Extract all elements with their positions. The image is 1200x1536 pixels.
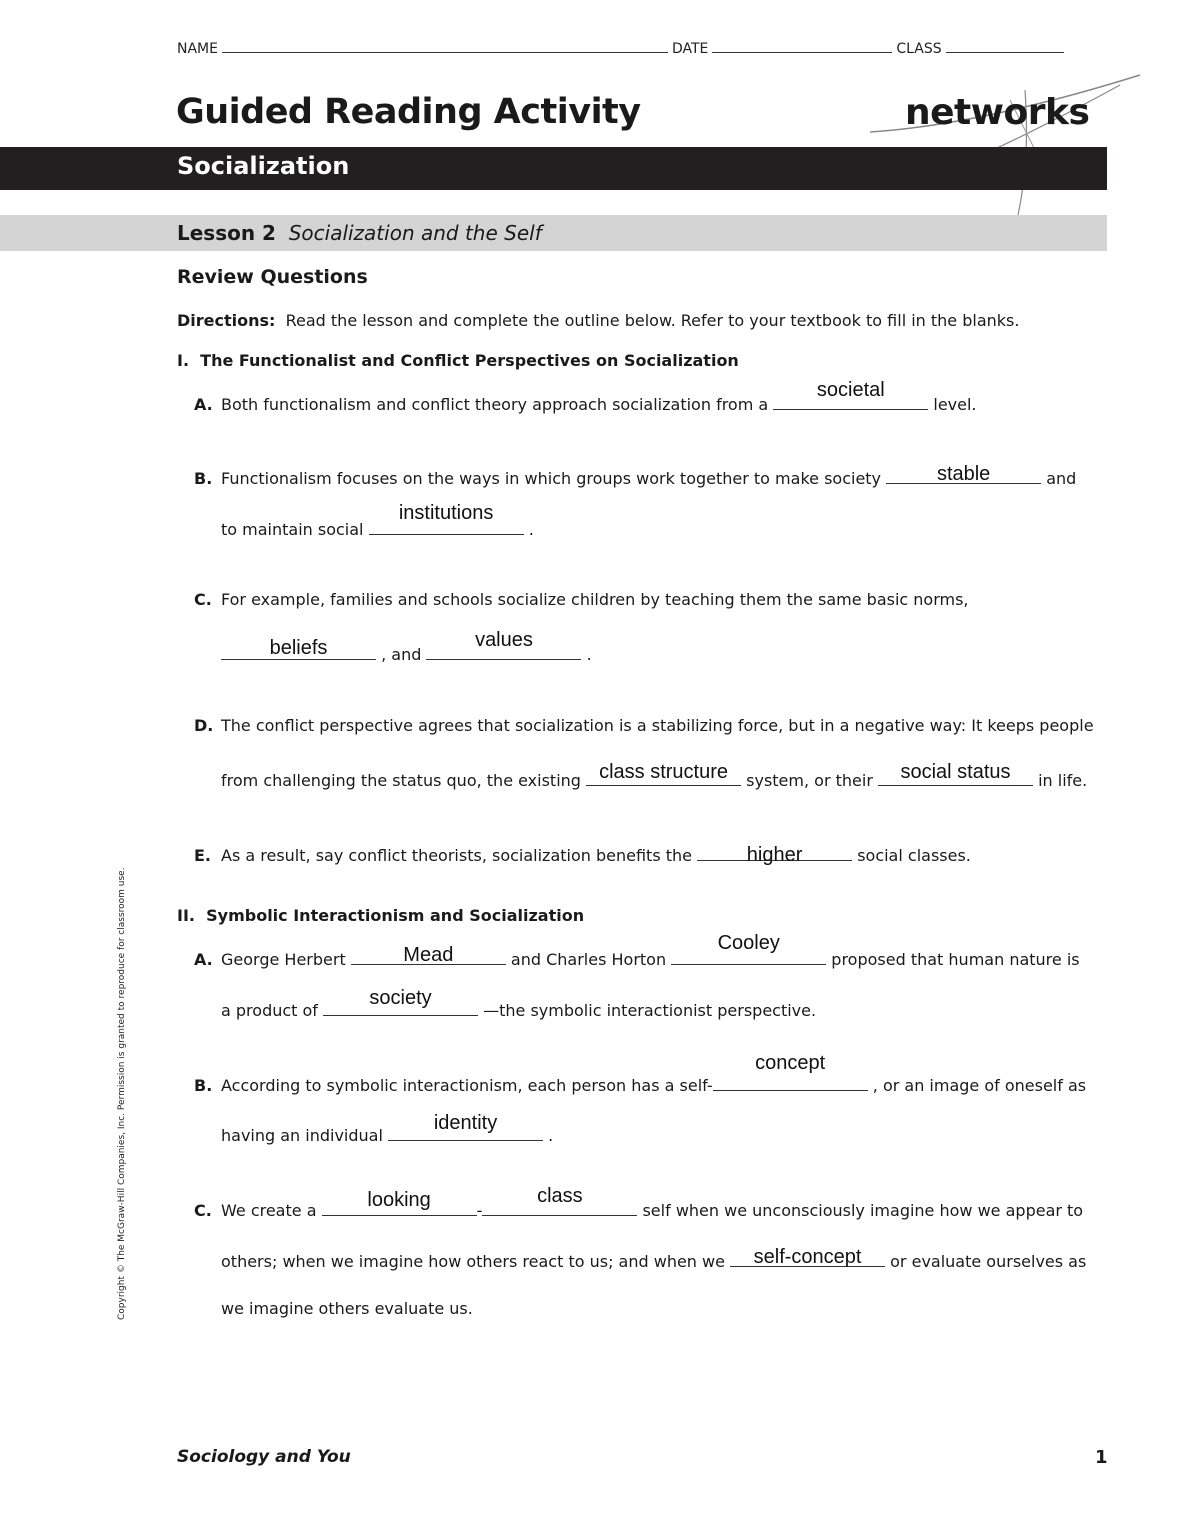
question-text: We create a	[221, 1201, 317, 1220]
unit-title: Socialization	[177, 152, 350, 180]
question-text: in life.	[1038, 771, 1088, 790]
item-label: A.	[194, 395, 213, 414]
lesson-subtitle: Socialization and the Self	[288, 221, 542, 245]
section-heading-2	[177, 906, 584, 925]
answer-text: stable	[936, 463, 991, 485]
question-1d-cont	[221, 761, 1088, 790]
answer-blank[interactable]	[369, 502, 524, 535]
question-text: According to symbolic interactionism, each person has a self-	[221, 1076, 713, 1095]
lesson-label: Lesson 2	[177, 221, 276, 245]
item-label: A.	[194, 950, 213, 969]
item-label: E.	[194, 846, 212, 865]
question-2a-cont	[221, 987, 817, 1020]
section-title: The Functionalist and Conflict Perspectives on Socialization	[200, 351, 739, 370]
answer-blank[interactable]	[323, 987, 478, 1016]
question-text: a product of	[221, 1001, 318, 1020]
item-label: B.	[194, 1076, 213, 1095]
question-text: As a result, say conflict theorists, socialization benefits the	[221, 846, 692, 865]
answer-text: societal	[816, 379, 885, 401]
answer-blank[interactable]	[221, 637, 376, 660]
copyright-notice: Copyright © The McGraw-Hill Companies, Inc. Permission is granted to reproduce for classroom use.	[117, 867, 127, 1320]
question-text: .	[528, 520, 534, 539]
item-label: C.	[194, 590, 212, 609]
answer-text: class	[537, 1185, 583, 1207]
question-text: —the symbolic interactionist perspective.	[483, 1001, 817, 1020]
question-text: George Herbert	[221, 950, 346, 969]
name-label: NAME	[177, 41, 218, 57]
question-text: social classes.	[857, 846, 971, 865]
question-2b	[194, 1052, 1087, 1095]
name-field[interactable]	[222, 40, 668, 53]
section-heading-1	[177, 351, 739, 370]
answer-blank[interactable]	[426, 629, 581, 660]
answer-text: looking	[367, 1189, 431, 1211]
question-text: The conflict perspective agrees that socialization is a stabilizing force, but in a negative way: It keeps people	[221, 716, 1094, 735]
question-text: or evaluate ourselves as	[890, 1252, 1087, 1271]
question-text: others; when we imagine how others react to us; and when we	[221, 1252, 725, 1271]
question-2c-cont-2	[221, 1299, 473, 1318]
question-text: to maintain social	[221, 520, 364, 539]
question-text: proposed that human nature is	[831, 950, 1080, 969]
date-field[interactable]	[712, 40, 892, 53]
question-text: , and	[381, 645, 422, 664]
answer-text: social status	[900, 761, 1011, 783]
class-field[interactable]	[946, 40, 1064, 53]
question-text: and	[1046, 469, 1077, 488]
directions-text: Read the lesson and complete the outline below. Refer to your textbook to fill in the blanks.	[285, 311, 1020, 330]
item-label: D.	[194, 716, 214, 735]
answer-text: beliefs	[269, 637, 328, 659]
question-1b-cont	[221, 502, 534, 539]
question-text: For example, families and schools socialize children by teaching them the same basic norms,	[221, 590, 969, 609]
unit-banner	[0, 147, 1107, 190]
answer-text: society	[369, 987, 432, 1009]
answer-blank[interactable]	[878, 761, 1033, 786]
page-number: 1	[1095, 1447, 1108, 1468]
class-label: CLASS	[896, 41, 942, 57]
question-1e	[194, 842, 971, 865]
question-1b	[194, 465, 1076, 488]
answer-text: values	[475, 629, 533, 651]
page-title: Guided Reading Activity	[176, 92, 641, 132]
directions	[177, 311, 1019, 330]
networks-logo: networks	[905, 92, 1090, 133]
date-label: DATE	[671, 41, 709, 57]
question-1d	[194, 716, 1094, 735]
question-text: Both functionalism and conflict theory approach socialization from a	[221, 395, 769, 414]
question-text: having an individual	[221, 1126, 383, 1145]
answer-blank[interactable]	[697, 842, 852, 866]
lesson-banner	[0, 215, 1107, 251]
question-2c	[194, 1185, 1084, 1220]
question-1a	[194, 379, 977, 414]
answer-text: higher	[746, 844, 803, 866]
hyphen: -	[476, 1201, 483, 1220]
answer-text: institutions	[398, 502, 494, 524]
answer-text: identity	[433, 1112, 498, 1134]
answer-blank[interactable]	[671, 932, 826, 965]
question-text: .	[586, 645, 592, 664]
answer-text: Cooley	[717, 932, 780, 954]
answer-blank[interactable]	[351, 946, 506, 965]
question-text: Functionalism focuses on the ways in which groups work together to make society	[221, 469, 882, 488]
item-label: C.	[194, 1201, 212, 1220]
question-text: we imagine others evaluate us.	[221, 1299, 473, 1318]
section-numeral: II.	[177, 906, 195, 925]
answer-blank[interactable]	[886, 465, 1041, 484]
answer-text: self-concept	[753, 1246, 862, 1268]
item-label: B.	[194, 469, 213, 488]
section-numeral: I.	[177, 351, 190, 370]
question-text: and Charles Horton	[510, 950, 667, 969]
answer-blank[interactable]	[586, 761, 741, 786]
answer-blank[interactable]	[482, 1185, 637, 1216]
answer-text: Mead	[403, 944, 454, 966]
question-text: system, or their	[746, 771, 873, 790]
review-questions-heading: Review Questions	[177, 266, 368, 288]
student-info-line	[177, 40, 1068, 57]
question-text: , or an image of oneself as	[872, 1076, 1087, 1095]
question-text: .	[548, 1126, 554, 1145]
directions-label: Directions:	[177, 311, 276, 330]
footer-book-title: Sociology and You	[177, 1447, 351, 1467]
question-1c-cont	[221, 629, 592, 664]
question-1c	[194, 590, 969, 609]
answer-text: class structure	[599, 761, 729, 783]
lesson-heading	[177, 221, 542, 245]
question-2b-cont	[221, 1112, 554, 1145]
answer-blank[interactable]	[713, 1052, 868, 1091]
question-2c-cont	[221, 1248, 1086, 1271]
answer-blank[interactable]	[322, 1189, 477, 1216]
question-text: self when we unconsciously imagine how we appear to	[642, 1201, 1084, 1220]
question-2a	[194, 932, 1080, 969]
question-text: from challenging the status quo, the existing	[221, 771, 581, 790]
answer-blank[interactable]	[773, 379, 928, 410]
question-text: level.	[933, 395, 977, 414]
answer-blank[interactable]	[730, 1248, 885, 1267]
section-title: Symbolic Interactionism and Socialization	[206, 906, 585, 925]
answer-blank[interactable]	[388, 1112, 543, 1141]
answer-text: concept	[755, 1052, 826, 1074]
